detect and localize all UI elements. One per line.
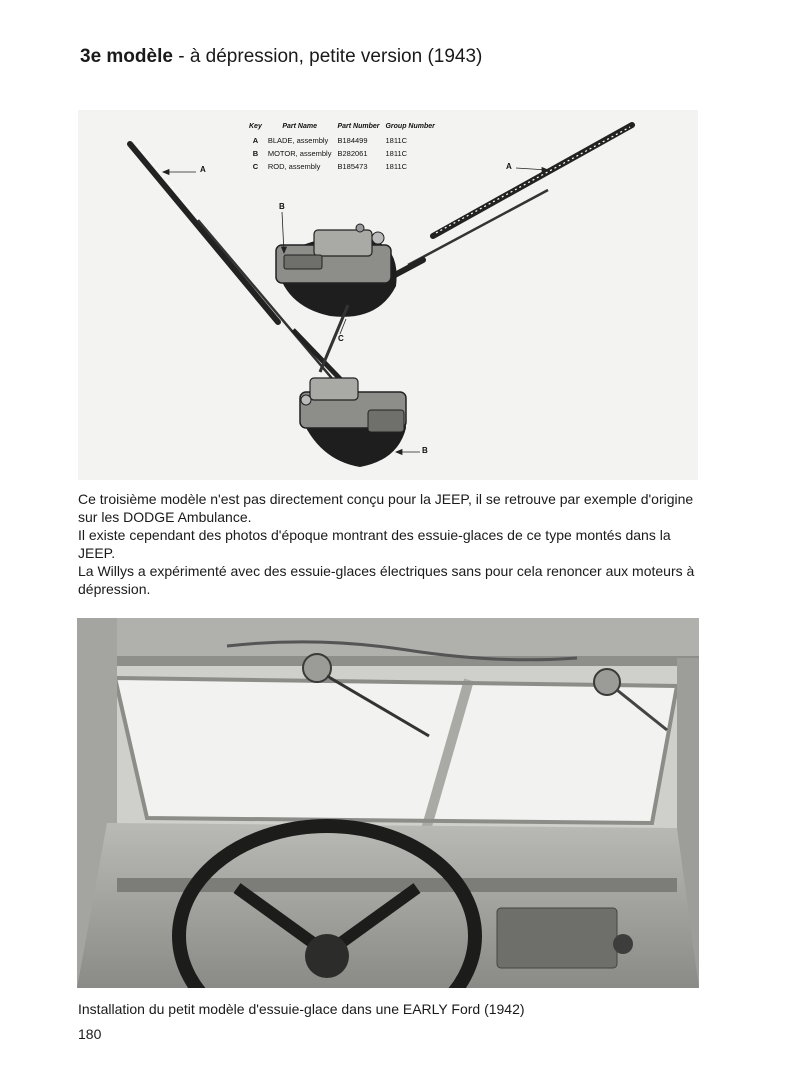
row-part-name: MOTOR, assembly — [267, 149, 332, 158]
jeep-dashboard-photo — [77, 618, 699, 988]
installation-photo — [77, 618, 699, 988]
page-number: 180 — [78, 1026, 102, 1042]
callout-c: C — [338, 334, 344, 343]
paragraph-willys-electric: La Willys a expérimenté avec des essuie-glaces électriques sans pour cela renoncer aux moteurs à dépression. — [78, 563, 695, 597]
row-part-number: B282061 — [337, 149, 368, 158]
row-group-number: 1811C — [385, 136, 408, 145]
parts-table-header-row — [246, 123, 438, 134]
header-part-name: Part Name — [282, 123, 317, 130]
row-group-number: 1811C — [385, 162, 408, 171]
header-part-number: Part Number — [337, 123, 380, 130]
page-title — [80, 46, 482, 68]
callout-b-bottom: B — [422, 446, 428, 455]
upper-vacuum-motor — [276, 224, 397, 317]
row-key: C — [252, 162, 259, 171]
row-part-name: BLADE, assembly — [267, 136, 329, 145]
callout-a-left: A — [200, 165, 206, 174]
right-wiper-blade — [433, 125, 632, 236]
paragraph-origin: Ce troisième modèle n'est pas directement conçu pour la JEEP, il se retrouve par exemple d'origine sur les DODGE Ambulance. — [78, 491, 694, 525]
page-title-description: - à dépression, petite version (1943) — [172, 46, 483, 67]
row-part-number: B184499 — [337, 136, 368, 145]
callout-a-right: A — [506, 162, 512, 171]
callout-b-top: B — [279, 202, 285, 211]
row-part-name: ROD, assembly — [267, 162, 321, 171]
header-key: Key — [249, 123, 262, 130]
row-group-number: 1811C — [385, 149, 408, 158]
table-row — [246, 147, 438, 160]
paragraph-period-photos: Il existe cependant des photos d'époque montrant des essuie-glaces de ce type montés dans la JEEP. — [78, 527, 671, 561]
table-row — [246, 134, 438, 147]
lower-vacuum-motor — [300, 378, 406, 467]
parts-table — [246, 123, 438, 173]
parts-diagram-figure — [78, 110, 698, 480]
body-text — [78, 490, 708, 598]
row-part-number: B185473 — [337, 162, 368, 171]
windshield — [115, 678, 677, 833]
page-title-model: 3e modèle — [80, 46, 173, 67]
windshield-top-frame — [77, 618, 699, 666]
photo-caption: Installation du petit modèle d'essuie-glace dans une EARLY Ford (1942) — [78, 1001, 525, 1017]
row-key: B — [252, 149, 259, 158]
row-key: A — [252, 136, 259, 145]
header-group-number: Group Number — [385, 123, 435, 130]
table-row — [246, 160, 438, 173]
